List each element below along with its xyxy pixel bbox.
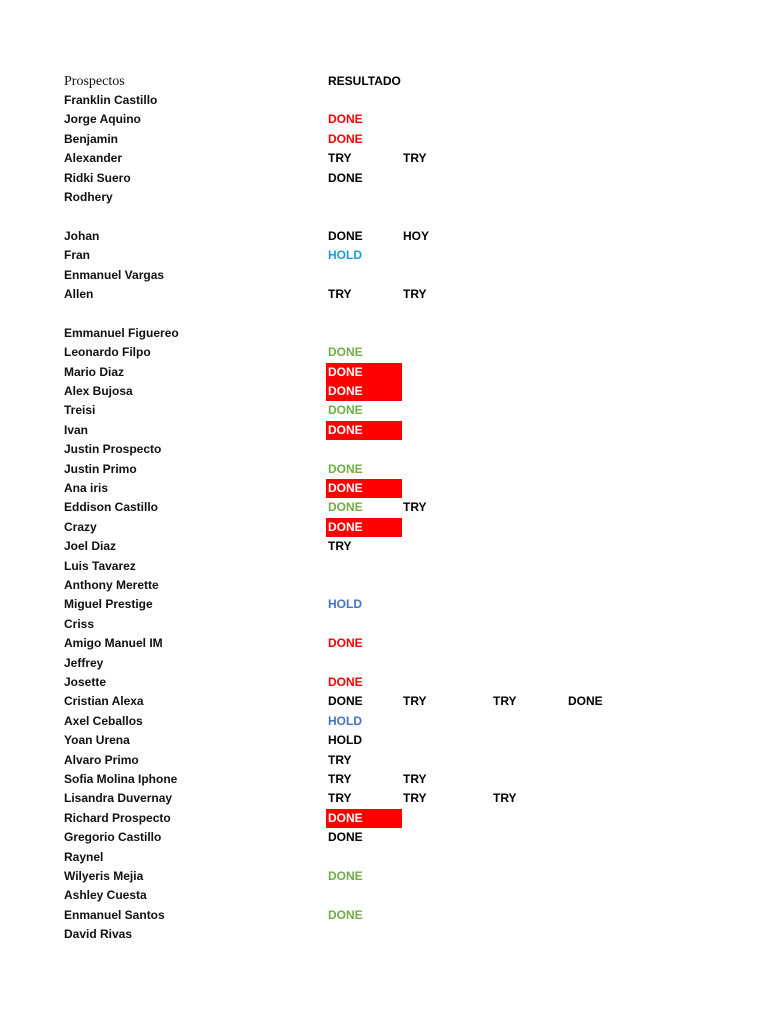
column-header-prospectos: Prospectos <box>64 74 125 89</box>
prospect-name: Crazy <box>64 519 97 534</box>
table-row <box>0 595 768 614</box>
table-row <box>0 460 768 479</box>
result-cell: TRY <box>493 791 517 806</box>
table-row <box>0 537 768 556</box>
result-cell: HOY <box>403 228 430 243</box>
result-cell: TRY <box>328 791 352 806</box>
prospect-name: Enmanuel Vargas <box>64 267 165 282</box>
prospect-name: Joel Diaz <box>64 539 117 554</box>
prospect-name: Richard Prospecto <box>64 810 171 825</box>
result-cell: TRY <box>493 694 517 709</box>
result-cell: DONE <box>328 345 363 360</box>
table-row <box>0 149 768 168</box>
table-row <box>0 304 768 323</box>
result-cell: DONE <box>326 363 402 382</box>
table-row <box>0 828 768 847</box>
table-row <box>0 692 768 711</box>
table-row <box>0 343 768 362</box>
prospect-name: Yoan Urena <box>64 733 130 748</box>
table-row <box>0 518 768 537</box>
result-cell: TRY <box>403 287 427 301</box>
result-cell: TRY <box>403 151 427 166</box>
table-row <box>0 110 768 129</box>
table-row <box>0 382 768 401</box>
result-cell: TRY <box>328 287 352 301</box>
result-cell: TRY <box>403 791 427 806</box>
table-row <box>0 886 768 905</box>
result-cell: DONE <box>328 694 363 709</box>
result-cell: HOLD <box>328 713 362 728</box>
prospect-name: Jorge Aquino <box>64 112 141 127</box>
prospect-name: Enmanuel Santos <box>64 907 165 922</box>
prospect-name: Jeffrey <box>64 655 104 670</box>
prospect-name: David Rivas <box>64 927 133 942</box>
result-cell: DONE <box>328 675 363 689</box>
table-row <box>0 285 768 304</box>
table-row <box>0 440 768 459</box>
result-cell: DONE <box>328 869 363 883</box>
table-row <box>0 576 768 595</box>
table-row <box>0 809 768 828</box>
table-row <box>0 634 768 653</box>
prospect-name: Rodhery <box>64 190 113 204</box>
prospect-name: Treisi <box>64 403 96 418</box>
result-cell: DONE <box>328 500 363 515</box>
result-cell: DONE <box>568 694 603 709</box>
table-row <box>0 848 768 867</box>
prospect-name: Mario Diaz <box>64 364 125 379</box>
column-header-resultado: RESULTADO <box>328 74 401 88</box>
table-row <box>0 363 768 382</box>
result-cell: DONE <box>326 479 402 498</box>
result-cell: DONE <box>326 421 402 440</box>
result-cell: DONE <box>328 636 363 651</box>
table-row <box>0 654 768 673</box>
table-row <box>0 188 768 207</box>
table-row <box>0 246 768 265</box>
result-cell: DONE <box>328 112 363 127</box>
table-row <box>0 751 768 770</box>
result-cell: DONE <box>326 518 402 537</box>
table-row <box>0 731 768 750</box>
table-row <box>0 925 768 944</box>
table-row <box>0 227 768 246</box>
table-row <box>0 169 768 188</box>
prospect-name: Miguel Prestige <box>64 597 153 612</box>
table-row <box>0 324 768 343</box>
result-cell: DONE <box>328 170 363 185</box>
table-row <box>0 130 768 149</box>
result-cell: DONE <box>328 461 363 476</box>
result-cell: DONE <box>328 907 363 922</box>
result-cell: DONE <box>328 403 363 418</box>
result-cell: DONE <box>326 382 402 401</box>
table-row <box>0 479 768 498</box>
result-cell: TRY <box>403 694 427 709</box>
result-cell: DONE <box>326 809 402 828</box>
prospect-name: Justin Primo <box>64 461 137 476</box>
prospect-name: Ashley Cuesta <box>64 888 147 903</box>
result-cell: TRY <box>328 539 352 554</box>
prospect-name: Josette <box>64 675 107 689</box>
prospect-name: Allen <box>64 287 94 301</box>
result-cell: TRY <box>403 772 427 786</box>
prospect-name: Alex Bujosa <box>64 384 133 398</box>
prospect-name: Eddison Castillo <box>64 500 159 515</box>
result-cell: TRY <box>328 151 352 166</box>
prospect-name: Leonardo Filpo <box>64 345 151 360</box>
result-cell: DONE <box>328 131 363 146</box>
prospect-name: Franklin Castillo <box>64 93 158 107</box>
prospect-name: Ridki Suero <box>64 170 131 185</box>
prospect-name: Fran <box>64 248 91 263</box>
prospect-name: Ivan <box>64 422 89 437</box>
result-cell: TRY <box>328 752 352 767</box>
prospect-name: Alvaro Primo <box>64 752 139 767</box>
table-row <box>0 401 768 420</box>
prospect-name: Wilyeris Mejia <box>64 869 144 883</box>
table-row <box>0 867 768 886</box>
table-row <box>0 498 768 517</box>
prospect-name: Justin Prospecto <box>64 442 162 457</box>
prospect-name: Benjamin <box>64 131 119 146</box>
result-cell: DONE <box>328 228 363 243</box>
table-row <box>0 421 768 440</box>
table-row <box>0 615 768 634</box>
table-row <box>0 207 768 226</box>
prospect-name: Emmanuel Figuereo <box>64 325 179 340</box>
prospect-name: Amigo Manuel IM <box>64 636 163 651</box>
result-cell: DONE <box>328 830 363 845</box>
result-cell: HOLD <box>328 248 362 263</box>
prospect-name: Anthony Merette <box>64 578 159 592</box>
table-row <box>0 91 768 110</box>
table-row <box>0 770 768 789</box>
table-row <box>0 673 768 692</box>
prospect-name: Raynel <box>64 849 104 864</box>
prospect-name: Alexander <box>64 151 123 166</box>
table-row <box>0 789 768 808</box>
result-cell: HOLD <box>328 597 362 612</box>
table-row <box>0 266 768 285</box>
table-row <box>0 557 768 576</box>
prospect-name: Cristian Alexa <box>64 694 144 709</box>
prospect-name: Johan <box>64 228 100 243</box>
result-cell: TRY <box>403 500 427 515</box>
prospect-name: Ana iris <box>64 481 109 495</box>
prospect-name: Lisandra Duvernay <box>64 791 173 806</box>
prospect-name: Sofia Molina Iphone <box>64 772 178 786</box>
result-cell: HOLD <box>328 733 362 748</box>
prospect-name: Criss <box>64 616 95 631</box>
prospect-name: Gregorio Castillo <box>64 830 162 845</box>
table-row <box>0 906 768 925</box>
prospect-name: Luis Tavarez <box>64 558 136 573</box>
prospect-name: Axel Ceballos <box>64 713 143 728</box>
result-cell: TRY <box>328 772 352 786</box>
table-row <box>0 712 768 731</box>
